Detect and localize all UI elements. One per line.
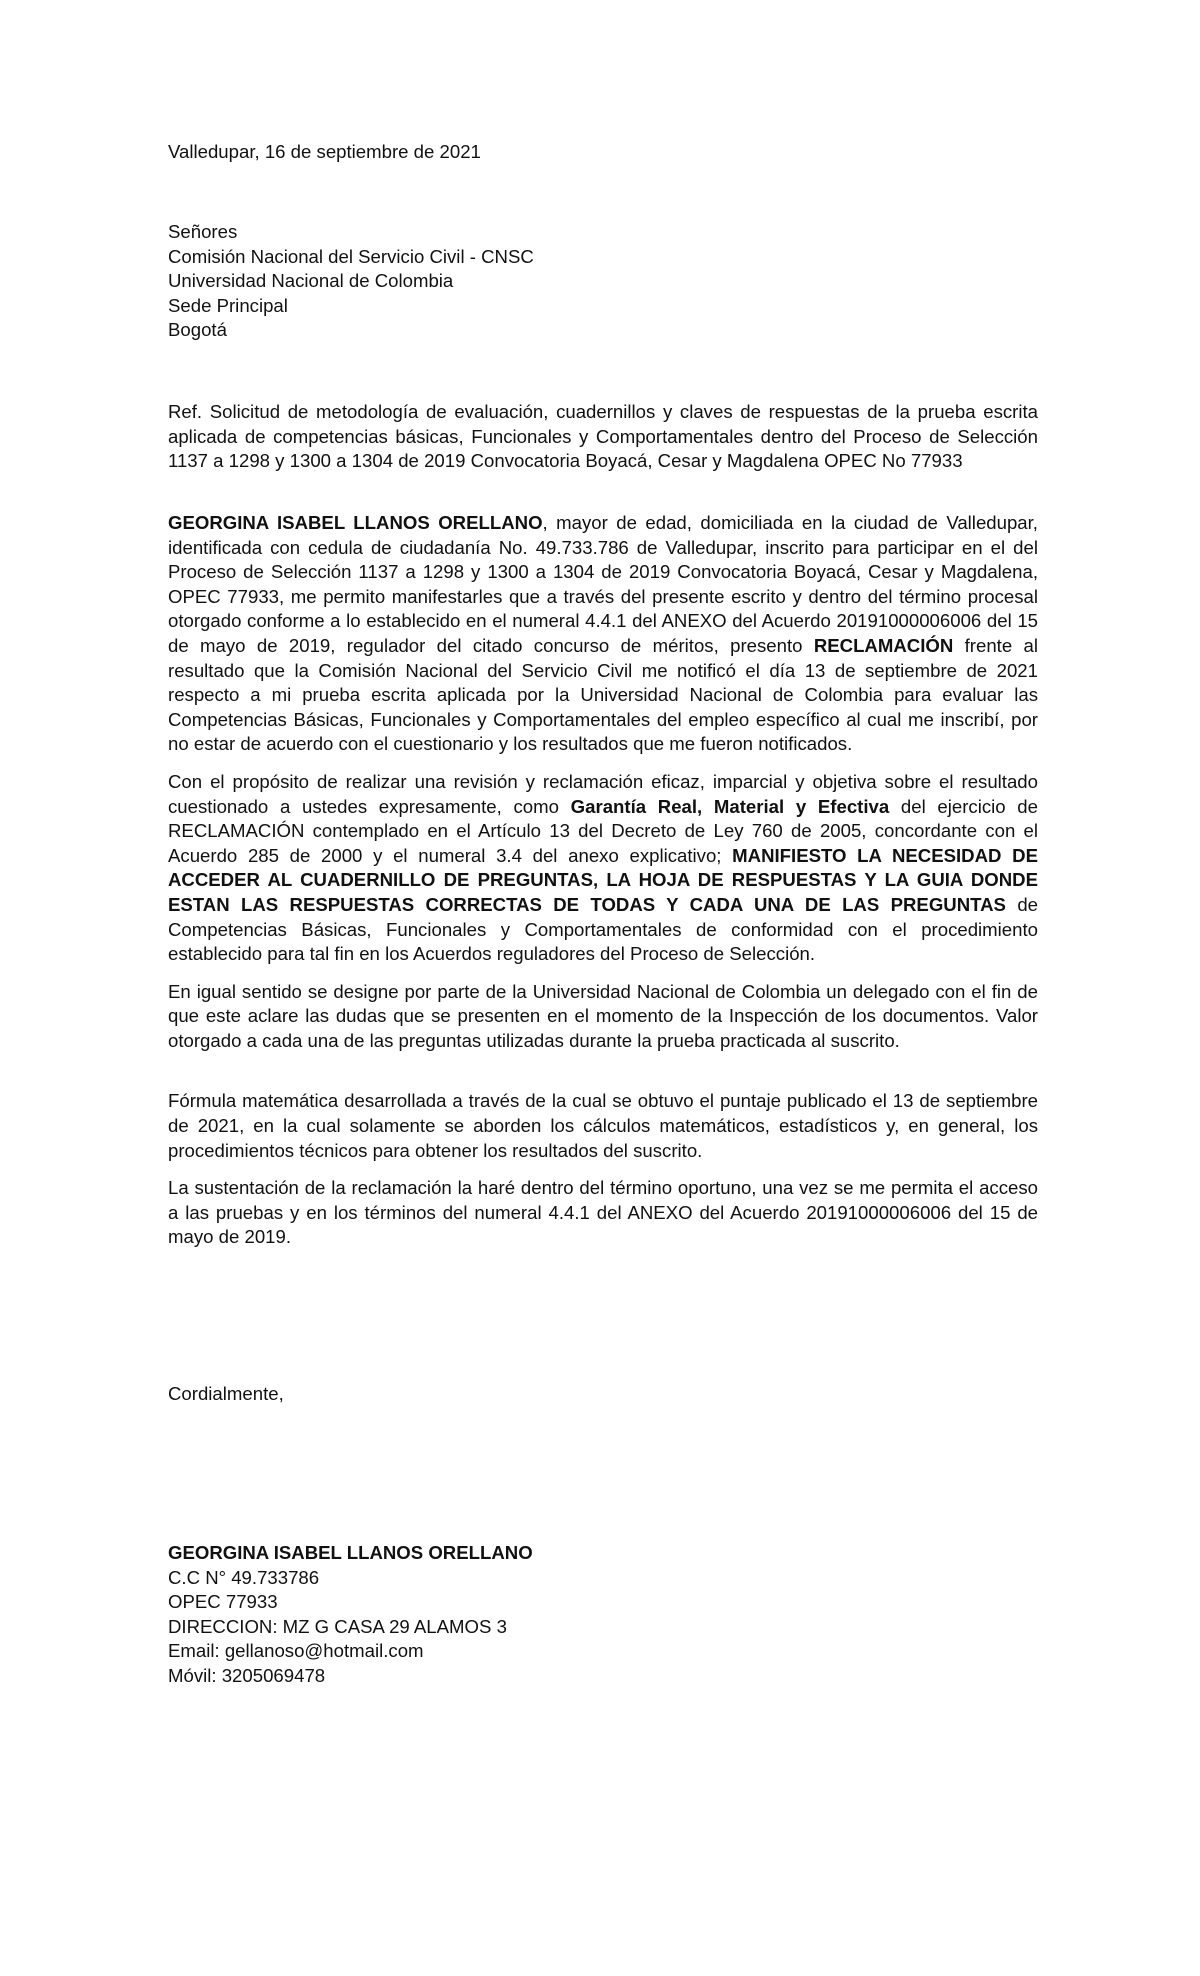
recipient-block [168, 220, 1038, 343]
signature-name [168, 1541, 1038, 1566]
body-paragraph-2 [168, 770, 1038, 967]
signature-name-text: GEORGINA ISABEL LLANOS ORELLANO [168, 1542, 533, 1563]
recipient-line: Universidad Nacional de Colombia [168, 270, 454, 292]
paragraph-text: frente al resultado que la Comisión Nacional del Servicio Civil me notificó el día 13 de septiembre de 2021 respecto a mi prueba escrita aplicada por la Universidad Nacional de Colombia para evaluar las Competencias Básicas, Funcionales y Comportamentales del empleo específico al cual me inscribí, por no estar de acuerdo con el cuestionario y los resultados que me fueron notificados. [168, 634, 1038, 755]
sender-name: GEORGINA ISABEL LLANOS ORELLANO [168, 512, 543, 533]
closing-line: Cordialmente, [168, 1383, 284, 1404]
paragraph-text: , mayor de edad, domiciliada en la ciudad de Valledupar, identificada con cedula de ciudadanía No. 49.733.786 de Valledupar, inscrito para participar en el del Proceso de Selección 1137 a 1298 y 1300 a 1304 de 2019 Convocatoria Boyacá, Cesar y Magdalena, OPEC 77933, me permito manifestarles que a través del presente escrito y dentro del término procesal otorgado conforme a lo establecido en el numeral 4.4.1 del ANEXO del Acuerdo 20191000006006 del 15 de mayo de 2019, regulador del citado concurso de méritos, presento [168, 512, 1038, 656]
body-paragraph-5: La sustentación de la reclamación la haré dentro del término oportuno, una vez se me permita el acceso a las pruebas y en los términos del numeral 4.4.1 del ANEXO del Acuerdo 20191000006006 del 15 de mayo de 2019. [168, 1177, 1038, 1248]
paragraph-text: del ejercicio de RECLAMACIÓN contemplado en el Artículo 13 del Decreto de Ley 760 de 2005, concordante con el Acuerdo 285 de 2000 y el numeral 3.4 del anexo explicativo; [168, 795, 1038, 866]
signature-email: Email: gellanoso@hotmail.com [168, 1640, 424, 1662]
emphasis-text: Garantía Real, Material y Efectiva [570, 795, 890, 817]
recipient-line: Bogotá [168, 319, 227, 341]
reference-block [168, 400, 1038, 474]
emphasis-text: MANIFIESTO LA NECESIDAD DE ACCEDER AL CUADERNILLO DE PREGUNTAS, LA HOJA DE RESPUESTAS Y LA GUIA DONDE ESTAN LAS RESPUESTAS CORRECTAS DE TODAS Y CADA UNA DE LAS PREGUNTAS [168, 844, 1038, 915]
body-paragraph-3: En igual sentido se designe por parte de la Universidad Nacional de Colombia un delegado con el fin de que este aclare las dudas que se presenten en el momento de la Inspección de los documentos. Valor otorgado a cada una de las preguntas utilizadas durante la prueba practicada al suscrito. [168, 980, 1038, 1051]
signature-address: DIRECCION: MZ G CASA 29 ALAMOS 3 [168, 1615, 507, 1637]
signature-opec: OPEC 77933 [168, 1591, 278, 1613]
body-paragraph-4: Fórmula matemática desarrollada a través de la cual se obtuvo el puntaje publicado el 13 de septiembre de 2021, en la cual solamente se aborden los cálculos matemáticos, estadísticos y, en general, los procedimientos técnicos para obtener los resultados del suscrito. [168, 1090, 1038, 1161]
recipient-line: Comisión Nacional del Servicio Civil - CNSC [168, 245, 534, 267]
signature-block [168, 1541, 1038, 1689]
signature-id: C.C N° 49.733786 [168, 1566, 320, 1588]
body-paragraph-1 [168, 511, 1038, 757]
paragraph-text: de Competencias Básicas, Funcionales y Comportamentales de conformidad con el procedimiento establecido para tal fin en los Acuerdos reguladores del Proceso de Selección. [168, 893, 1038, 965]
signature-phone: Móvil: 3205069478 [168, 1664, 326, 1686]
letter-body [168, 511, 1038, 1250]
recipient-line: Sede Principal [168, 294, 288, 316]
recipient-salutation: Señores [168, 221, 238, 242]
paragraph-text: Con el propósito de realizar una revisión y reclamación eficaz, imparcial y objetiva sobre el resultado cuestionado a ustedes expresamente, como [168, 770, 1038, 817]
emphasis-text: RECLAMACIÓN [813, 634, 954, 656]
reference-text: Ref. Solicitud de metodología de evaluación, cuadernillos y claves de respuestas de la prueba escrita aplicada de competencias básicas, Funcionales y Comportamentales dentro del Proceso de Selección 1137 a 1298 y 1300 a 1304 de 2019 Convocatoria Boyacá, Cesar y Magdalena OPEC No 77933 [168, 401, 1038, 472]
letter-date: Valledupar, 16 de septiembre de 2021 [168, 141, 481, 162]
